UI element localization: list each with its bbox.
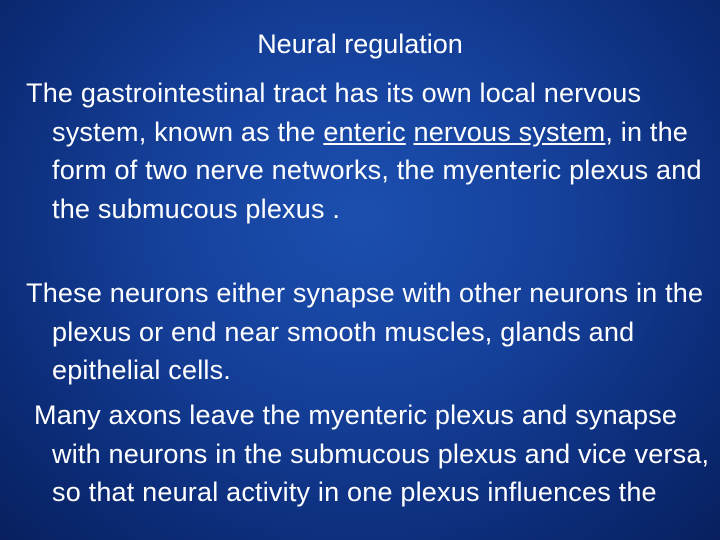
paragraph-text: , in the form of two nerve networks, the myenteric plexus and the submucous plexus .: [52, 116, 702, 224]
nervous-system-link[interactable]: nervous system: [413, 116, 606, 147]
enteric-link[interactable]: enteric: [323, 116, 406, 147]
paragraph-neuron-synapse: These neurons either synapse with other neurons in the plexus or end near smooth muscles, glands and epithelial cells.: [26, 278, 704, 385]
paragraph-text: The gastrointestinal tract has its own local nervous system, known as the: [26, 78, 642, 147]
paragraph-enteric-nervous-system: [26, 74, 720, 228]
paragraph-axons: Many axons leave the myenteric plexus and synapse with neurons in the submucous plexus and vice versa, so that neural activity in one plexus influences the: [34, 400, 710, 507]
slide-title: Neural regulation: [257, 29, 463, 59]
